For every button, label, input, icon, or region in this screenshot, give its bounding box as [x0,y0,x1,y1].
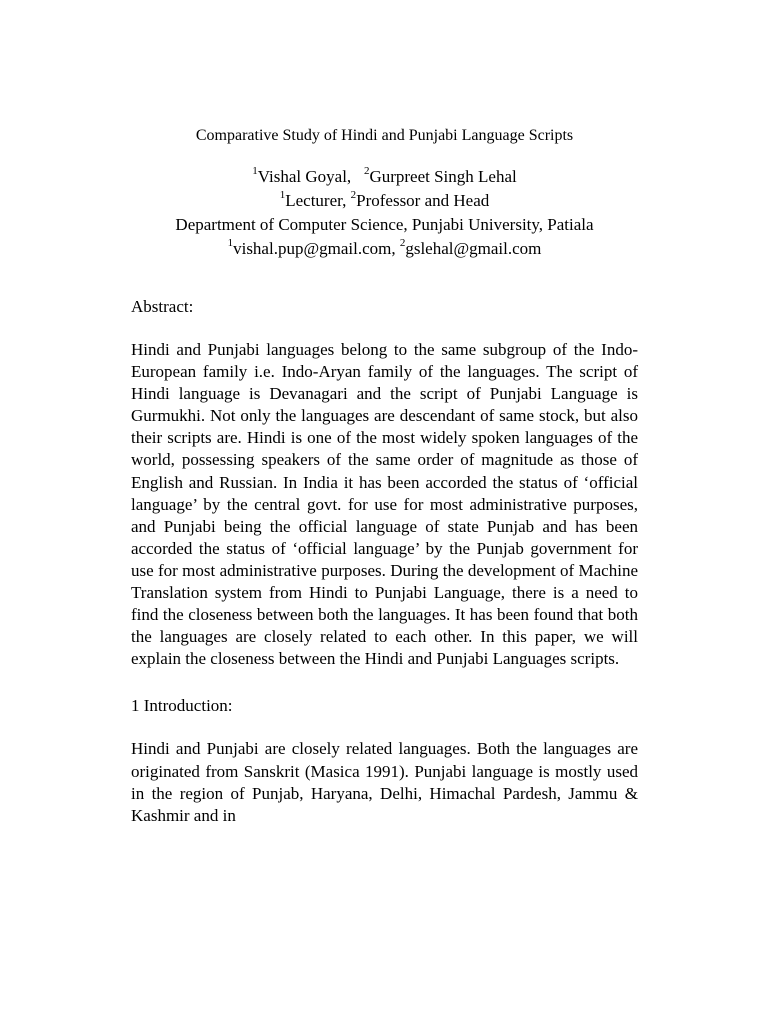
paper-title: Comparative Study of Hindi and Punjabi Language Scripts [195,127,574,144]
author-1-superscript: 1 [252,165,258,178]
role-1-superscript: 1 [279,189,286,202]
email-2: gslehal@gmail.com [405,239,542,258]
author-2-superscript: 2 [363,165,370,178]
author-names [131,165,638,189]
author-2-name: Gurpreet Singh Lehal [369,167,517,186]
email-2-superscript: 2 [399,237,406,250]
abstract-paragraph: Hindi and Punjabi languages belong to the same subgroup of the Indo-European family i.e. Indo-Aryan family of the languages. The script of Hindi language is Devanagari and the script of Punjabi Language is Gurmukhi. Not only the languages are descendant of same stock, but also their scripts are. Hindi is one of the most widely spoken languages of the world, possessing speakers of the same order of magnitude as those of English and Russian. In India it has been accorded the status of ‘official language’ by the central govt. for use for most administrative purposes, and Punjabi being the official language of state Punjab and has been accorded the status of ‘official language’ by the Punjab government for use for most administrative purposes. During the development of Machine Translation system from Hindi to Punjabi Language, there is a need to find the closeness between both the languages. It has been found that both the languages are closely related to each other. In this paper, we will explain the closeness between the Hindi and Punjabi Languages scripts. [131,340,638,669]
author-1-name: Vishal Goyal, [257,167,352,186]
affiliation: Department of Computer Science, Punjabi University, Patiala [175,215,594,234]
introduction-paragraph: Hindi and Punjabi are closely related languages. Both the languages are originated from Sanskrit (Masica 1991). Punjabi language is mostly used in the region of Punjab, Haryana, Delhi, Himachal Pardesh, Jammu & Kashmir and in [131,739,638,825]
email-1: vishal.pup@gmail.com, [233,239,400,258]
abstract-heading: Abstract: [131,297,194,316]
role-1: Lecturer, [285,191,351,210]
author-roles [131,189,638,213]
role-2: Professor and Head [356,191,490,210]
introduction-heading: 1 Introduction: [131,696,233,716]
role-2-superscript: 2 [350,189,357,202]
email-1-superscript: 1 [227,237,234,250]
author-block [131,165,638,261]
author-emails [131,237,638,261]
